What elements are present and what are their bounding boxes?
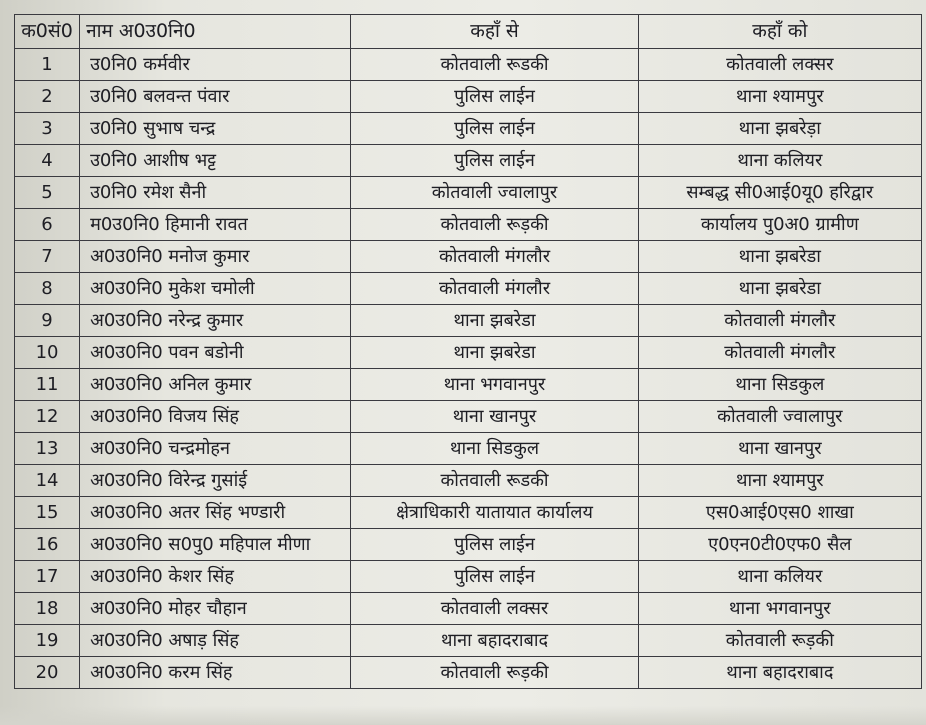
cell-name: अ0उ0नि0 मुकेश चमोली xyxy=(80,273,351,305)
cell-serial-number: 6 xyxy=(15,209,80,241)
table-row xyxy=(15,625,922,657)
cell-name: अ0उ0नि0 विजय सिंह xyxy=(80,401,351,433)
header-name: नाम अ0उ0नि0 xyxy=(80,15,351,49)
cell-to: कोतवाली ज्वालापुर xyxy=(638,401,921,433)
cell-to: थाना झबरेड़ा xyxy=(638,113,921,145)
cell-name: अ0उ0नि0 चन्द्रमोहन xyxy=(80,433,351,465)
cell-from: थाना खानपुर xyxy=(351,401,638,433)
cell-from: थाना झबरेडा xyxy=(351,305,638,337)
cell-to: थाना कलियर xyxy=(638,561,921,593)
table-row xyxy=(15,433,922,465)
cell-name: अ0उ0नि0 विरेन्द्र गुसांई xyxy=(80,465,351,497)
cell-serial-number: 9 xyxy=(15,305,80,337)
cell-from: थाना सिडकुल xyxy=(351,433,638,465)
cell-serial-number: 12 xyxy=(15,401,80,433)
cell-serial-number: 4 xyxy=(15,145,80,177)
cell-from: पुलिस लाईन xyxy=(351,561,638,593)
cell-from: कोतवाली मंगलौर xyxy=(351,241,638,273)
cell-name: म0उ0नि0 हिमानी रावत xyxy=(80,209,351,241)
cell-to: कोतवाली मंगलौर xyxy=(638,337,921,369)
cell-from: पुलिस लाईन xyxy=(351,529,638,561)
cell-to: थाना खानपुर xyxy=(638,433,921,465)
cell-from: कोतवाली रूड़की xyxy=(351,657,638,689)
cell-from: पुलिस लाईन xyxy=(351,113,638,145)
cell-serial-number: 20 xyxy=(15,657,80,689)
cell-serial-number: 14 xyxy=(15,465,80,497)
cell-name: अ0उ0नि0 अषाड़ सिंह xyxy=(80,625,351,657)
cell-serial-number: 7 xyxy=(15,241,80,273)
cell-serial-number: 13 xyxy=(15,433,80,465)
cell-serial-number: 18 xyxy=(15,593,80,625)
cell-name: अ0उ0नि0 मोहर चौहान xyxy=(80,593,351,625)
cell-to: थाना झबरेडा xyxy=(638,273,921,305)
cell-name: उ0नि0 रमेश सैनी xyxy=(80,177,351,209)
cell-name: अ0उ0नि0 पवन बडोनी xyxy=(80,337,351,369)
cell-from: कोतवाली रूडकी xyxy=(351,465,638,497)
cell-serial-number: 15 xyxy=(15,497,80,529)
cell-from: कोतवाली रूड़की xyxy=(351,209,638,241)
table-row xyxy=(15,305,922,337)
table-row xyxy=(15,145,922,177)
cell-serial-number: 5 xyxy=(15,177,80,209)
cell-serial-number: 17 xyxy=(15,561,80,593)
table-row xyxy=(15,337,922,369)
cell-to: थाना झबरेडा xyxy=(638,241,921,273)
cell-name: अ0उ0नि0 केशर सिंह xyxy=(80,561,351,593)
header-row xyxy=(15,15,922,49)
table-row xyxy=(15,177,922,209)
cell-to: थाना बहादराबाद xyxy=(638,657,921,689)
cell-name: अ0उ0नि0 करम सिंह xyxy=(80,657,351,689)
table-row xyxy=(15,593,922,625)
cell-from: कोतवाली ज्वालापुर xyxy=(351,177,638,209)
cell-from: पुलिस लाईन xyxy=(351,145,638,177)
cell-name: अ0उ0नि0 अनिल कुमार xyxy=(80,369,351,401)
cell-serial-number: 16 xyxy=(15,529,80,561)
table-row xyxy=(15,465,922,497)
header-to: कहाँ को xyxy=(638,15,921,49)
cell-to: ए0एन0टी0एफ0 सैल xyxy=(638,529,921,561)
table-body xyxy=(15,49,922,689)
cell-name: उ0नि0 आशीष भट्ट xyxy=(80,145,351,177)
cell-serial-number: 1 xyxy=(15,49,80,81)
table-header xyxy=(15,15,922,49)
cell-to: एस0आई0एस0 शाखा xyxy=(638,497,921,529)
cell-serial-number: 2 xyxy=(15,81,80,113)
cell-to: कोतवाली मंगलौर xyxy=(638,305,921,337)
cell-to: सम्बद्ध सी0आई0यू0 हरिद्वार xyxy=(638,177,921,209)
cell-from: क्षेत्राधिकारी यातायात कार्यालय xyxy=(351,497,638,529)
table-row xyxy=(15,497,922,529)
cell-to: थाना कलियर xyxy=(638,145,921,177)
header-serial-number: क0सं0 xyxy=(15,15,80,49)
cell-from: कोतवाली रूडकी xyxy=(351,49,638,81)
table-row xyxy=(15,529,922,561)
cell-to: थाना भगवानपुर xyxy=(638,593,921,625)
cell-serial-number: 10 xyxy=(15,337,80,369)
cell-to: कोतवाली लक्सर xyxy=(638,49,921,81)
table-row xyxy=(15,273,922,305)
cell-name: अ0उ0नि0 नरेन्द्र कुमार xyxy=(80,305,351,337)
cell-serial-number: 8 xyxy=(15,273,80,305)
cell-name: अ0उ0नि0 मनोज कुमार xyxy=(80,241,351,273)
table-row xyxy=(15,401,922,433)
transfer-list-table xyxy=(14,14,922,689)
cell-to: थाना श्यामपुर xyxy=(638,465,921,497)
cell-serial-number: 11 xyxy=(15,369,80,401)
cell-to: कोतवाली रूड़की xyxy=(638,625,921,657)
cell-name: उ0नि0 बलवन्त पंवार xyxy=(80,81,351,113)
cell-name: अ0उ0नि0 स0पु0 महिपाल मीणा xyxy=(80,529,351,561)
cell-from: थाना बहादराबाद xyxy=(351,625,638,657)
cell-serial-number: 19 xyxy=(15,625,80,657)
table-row xyxy=(15,113,922,145)
cell-to: थाना श्यामपुर xyxy=(638,81,921,113)
cell-from: थाना भगवानपुर xyxy=(351,369,638,401)
cell-serial-number: 3 xyxy=(15,113,80,145)
page-edge-shadow xyxy=(0,706,926,725)
cell-from: पुलिस लाईन xyxy=(351,81,638,113)
table-row xyxy=(15,209,922,241)
cell-from: कोतवाली मंगलौर xyxy=(351,273,638,305)
cell-from: कोतवाली लक्सर xyxy=(351,593,638,625)
table-row xyxy=(15,241,922,273)
cell-name: उ0नि0 कर्मवीर xyxy=(80,49,351,81)
table-row xyxy=(15,561,922,593)
header-from: कहाँ से xyxy=(351,15,638,49)
cell-from: थाना झबरेडा xyxy=(351,337,638,369)
cell-to: थाना सिडकुल xyxy=(638,369,921,401)
table-row xyxy=(15,369,922,401)
cell-name: अ0उ0नि0 अतर सिंह भण्डारी xyxy=(80,497,351,529)
table-row xyxy=(15,81,922,113)
cell-name: उ0नि0 सुभाष चन्द्र xyxy=(80,113,351,145)
table-row xyxy=(15,657,922,689)
cell-to: कार्यालय पु0अ0 ग्रामीण xyxy=(638,209,921,241)
table-row xyxy=(15,49,922,81)
